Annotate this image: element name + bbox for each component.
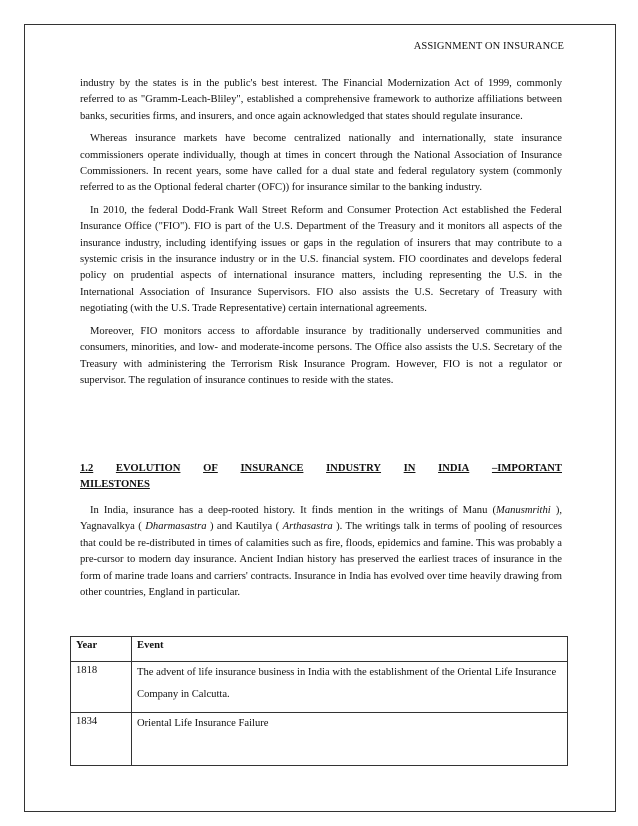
evolution-paragraph xyxy=(80,503,562,601)
dharmasastra-text: Dharmasastra xyxy=(145,521,207,533)
event-cell: Oriental Life Insurance Failure xyxy=(132,713,568,766)
paragraph-1: industry by the states is in the public's best interest. The Financial Modernization Act of 1999, commonly referred to as "Gramm-Leach-Bliley", established a comprehensive framework to authorize affiliations between banks, securities firms, and insurers, and once again acknowledged that states should regulate insurance. xyxy=(80,78,562,122)
section-heading-line1 xyxy=(80,461,562,477)
table-row xyxy=(71,662,568,713)
table-header-row xyxy=(71,637,568,662)
heading-word: 1.2 xyxy=(80,463,94,474)
paragraph-3: In 2010, the federal Dodd-Frank Wall Street Reform and Consumer Protection Act established the Federal Insurance Office ("FIO"). FIO is part of the U.S. Department of the Treasury and it monitors all aspects of the insurance industry, including identifying issues or gaps in the regulation of insurers that may contribute to a systemic crisis in the insurance industry or in the U.S. financial system. FIO coordinates and develops federal policy on prudential aspects of international insurance matters, including representing the U.S. in the International Association of Insurance Supervisors. FIO also assists the U.S. Secretary of Treasury with negotiating (with the U.S. Trade Representative) certain international agreements. xyxy=(80,204,562,315)
event-cell: The advent of life insurance business in India with the establishment of the Oriental Life Insurance Company in Calcutta. xyxy=(132,662,568,713)
paragraph-4: Moreover, FIO monitors access to affordable insurance by traditionally underserved communities and consumers, minorities, and low- and moderate-income persons. The Office also assists the U.S. Secretary of the Treasury with administering the Terrorism Risk Insurance Program. However, FIO is not a regulator or supervisor. The regulation of insurance continues to reside with the states. xyxy=(80,325,562,386)
year-column-header: Year xyxy=(71,637,132,662)
body-text xyxy=(80,76,562,395)
year-cell: 1834 xyxy=(71,713,132,766)
paragraph-2: Whereas insurance markets have become centralized nationally and internationally, state insurance commissioners operate individually, though at times in concert through the National Association of Insurance Commissioners. In recent years, some have called for a dual state and federal regulatory system (commonly referred to as the Optional federal charter (OFC)) for insurance similar to the banking industry. xyxy=(80,133,562,194)
heading-word: IN xyxy=(403,463,416,474)
intro-text: ), Yagnavalkya ( xyxy=(80,505,562,533)
heading-word: INDIA xyxy=(438,463,470,474)
arthasastra-text: Arthasastra xyxy=(282,521,333,533)
heading-word: INSURANCE xyxy=(240,463,304,474)
intro-text: ) and Kautilya ( xyxy=(206,521,283,533)
event-column-header: Event xyxy=(132,637,568,662)
heading-word: INDUSTRY xyxy=(326,463,382,474)
heading-word: OF xyxy=(203,463,218,474)
milestones-table xyxy=(70,636,568,766)
intro-text: In India, insurance has a deep-rooted history. It finds mention in the writings of Manu ( xyxy=(90,505,496,516)
table-row xyxy=(71,713,568,766)
year-cell: 1818 xyxy=(71,662,132,713)
manusmrithi-text: Manusmrithi xyxy=(496,505,551,516)
section-heading xyxy=(80,461,562,493)
page-header: ASSIGNMENT ON INSURANCE xyxy=(413,41,564,52)
heading-word: –IMPORTANT xyxy=(491,463,562,474)
heading-word: EVOLUTION xyxy=(115,463,181,474)
section-heading-line2: MILESTONES xyxy=(80,479,150,491)
intro-text: ). The writings talk in terms of pooling of resources that could be re-distributed in times of calamities such as fire, floods, epidemics and famine. This was probably a pre-cursor to modern day insurance. Ancient Indian history has preserved the earliest traces of insurance in the form of marine trade loans and carriers' contracts. Insurance in India has evolved over time heavily drawing from other countries, England in particular. xyxy=(80,521,563,599)
